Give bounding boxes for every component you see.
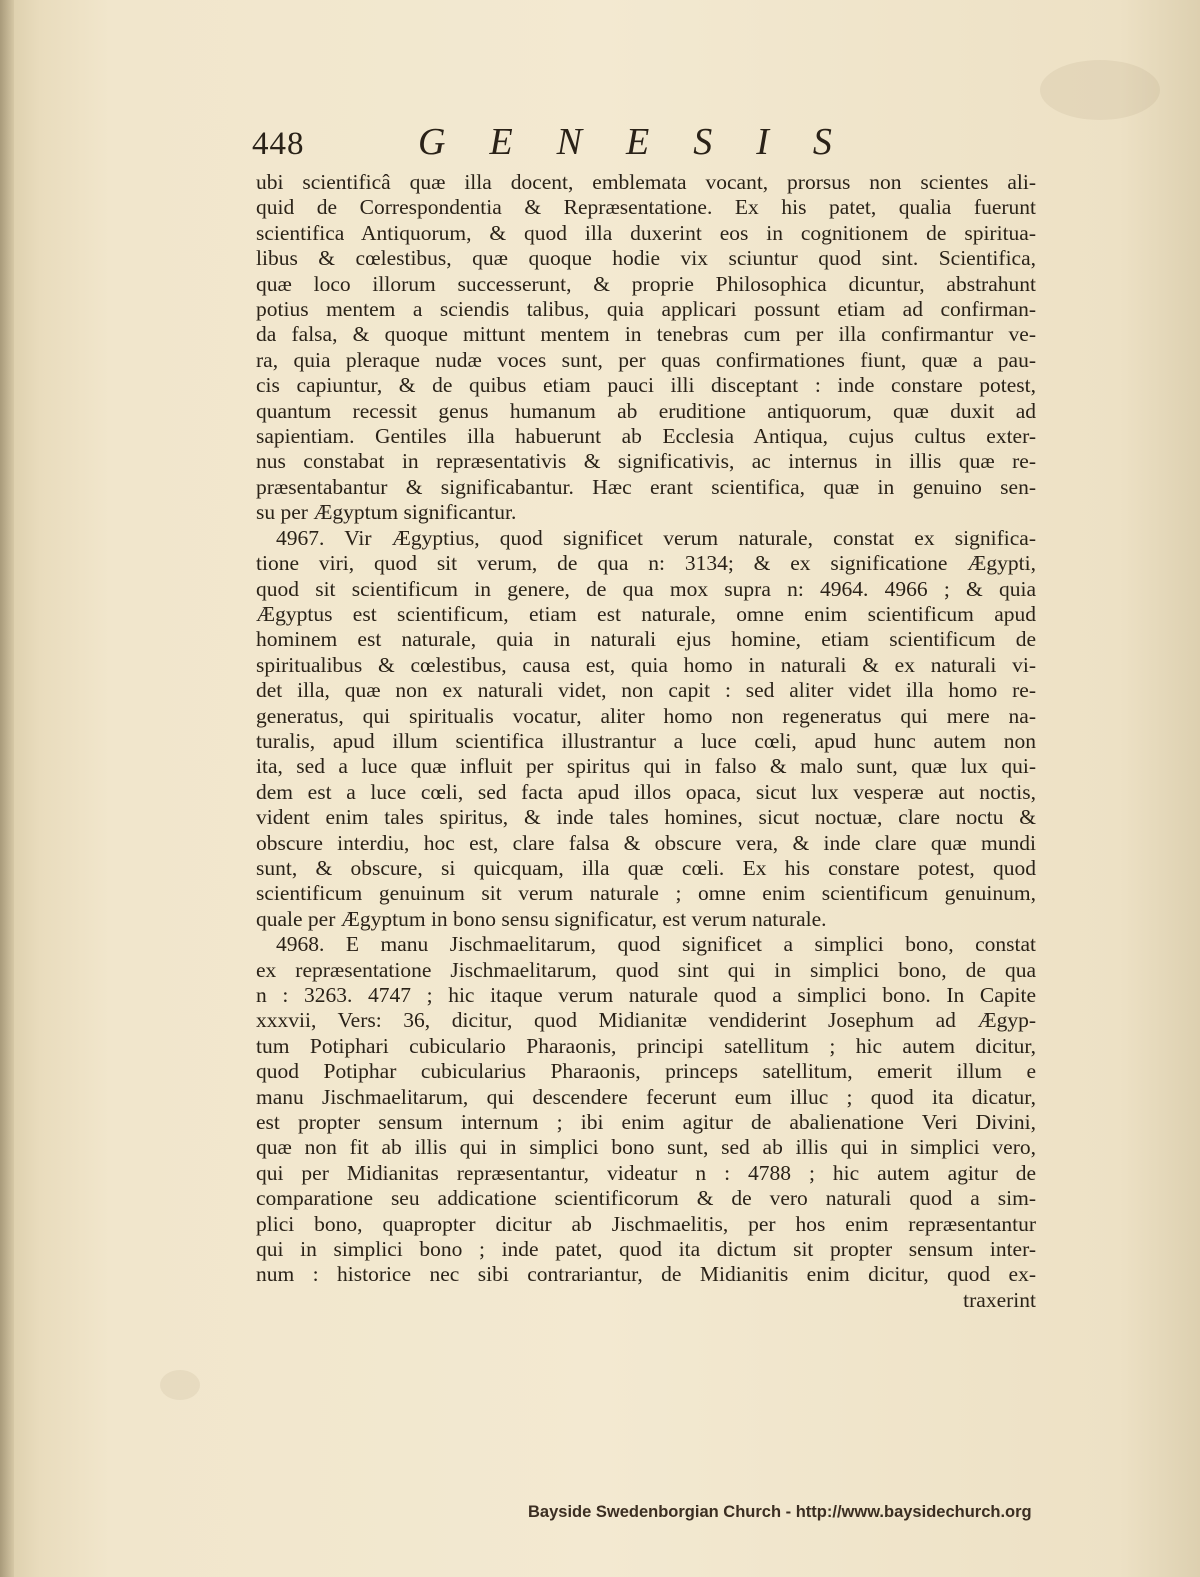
text-line: qui in simplici bono ; inde patet, quod ita dictum sit propter sensum inter- xyxy=(256,1237,1036,1262)
text-line: quod sit scientificum in genere, de qua mox supra n: 4964. 4966 ; & quia xyxy=(256,576,1036,601)
text-line: scientifica Antiquorum, & quod illa duxerint eos in cognitionem de spiritua- xyxy=(256,220,1036,245)
text-line: libus & cœlestibus, quæ quoque hodie vix sciuntur quod sint. Scientifica, xyxy=(256,246,1036,271)
running-title: GENESIS xyxy=(418,121,876,163)
catchword: traxerint xyxy=(963,1287,1036,1312)
text-line: præsentabantur & significabantur. Hæc erant scientifica, quæ in genuino sen- xyxy=(256,474,1036,499)
paper-stain xyxy=(1040,60,1160,120)
text-line: quale per Ægyptum in bono sensu significatur, est verum naturale. xyxy=(256,906,827,931)
text-line: da falsa, & quoque mittunt mentem in tenebras cum per illa confirmantur ve- xyxy=(256,322,1036,347)
text-line: tum Potiphari cubiculario Pharaonis, principi satellitum ; hic autem dicitur, xyxy=(256,1033,1036,1058)
text-line: num : historice nec sibi contrariantur, de Midianitis enim dicitur, quod ex- xyxy=(256,1262,1036,1287)
text-line: comparatione seu addicatione scientificorum & de vero naturali quod a sim- xyxy=(256,1186,1036,1211)
text-line: est propter sensum internum ; ibi enim agitur de abalienatione Veri Divini, xyxy=(256,1110,1036,1135)
paper-stain xyxy=(160,1370,200,1400)
text-line: sapientiam. Gentiles illa habuerunt ab Ecclesia Antiqua, cujus cultus exter- xyxy=(256,424,1036,449)
text-line: quæ non fit ab illis qui in simplici bono sunt, sed ab illis qui in simplici vero, xyxy=(256,1135,1036,1160)
text-line: obscure interdiu, hoc est, clare falsa & obscure vera, & inde clare quæ mundi xyxy=(256,830,1036,855)
text-line: xxxvii, Vers: 36, dicitur, quod Midianitæ vendiderint Josephum ad Ægyp- xyxy=(256,1008,1036,1033)
text-line: quæ loco illorum successerunt, & proprie Philosophica dicuntur, abstrahunt xyxy=(256,271,1036,296)
text-line: quantum recessit genus humanum ab eruditione antiquorum, quæ duxit ad xyxy=(256,398,1036,423)
text-line: vident enim tales spiritus, & inde tales homines, sicut noctuæ, clare noctu & xyxy=(256,805,1036,830)
text-line: nus constabat in repræsentativis & significativis, ac internus in illis quæ re- xyxy=(256,449,1036,474)
text-line: det illa, quæ non ex naturali videt, non capit : sed aliter videt illa homo re- xyxy=(256,678,1036,703)
text-line: sunt, & obscure, si quicquam, illa quæ cœli. Ex his constare potest, quod xyxy=(256,855,1036,880)
page-header xyxy=(252,118,912,168)
text-line: 4967. Vir Ægyptius, quod significet verum naturale, constat ex significa- xyxy=(276,525,1036,550)
text-line: ex repræsentatione Jischmaelitarum, quod sint qui in simplici bono, de qua xyxy=(256,957,1036,982)
text-line: ubi scientificâ quæ illa docent, emblemata vocant, prorsus non scientes ali- xyxy=(256,170,1036,194)
text-line: qui per Midianitas repræsentantur, videatur n : 4788 ; hic autem agitur de xyxy=(256,1160,1036,1185)
text-line: quod Potiphar cubicularius Pharaonis, princeps satellitum, emerit illum e xyxy=(256,1059,1036,1084)
page-number: 448 xyxy=(252,126,305,162)
text-line: generatus, qui spiritualis vocatur, aliter homo non regeneratus qui mere na- xyxy=(256,703,1036,728)
text-line: turalis, apud illum scientifica illustrantur a luce cœli, apud hunc autem non xyxy=(256,728,1036,753)
text-line: n : 3263. 4747 ; hic itaque verum naturale quod a simplici bono. In Capite xyxy=(256,983,1036,1007)
text-line: quid de Correspondentia & Repræsentatione. Ex his patet, qualia fuerunt xyxy=(256,195,1036,220)
text-line: plici bono, quapropter dicitur ab Jischmaelitis, per hos enim repræsentantur xyxy=(256,1211,1036,1236)
footer-credit: Bayside Swedenborgian Church - http://www.baysidechurch.org xyxy=(528,1503,1032,1521)
text-line: ra, quia pleraque nudæ voces sunt, per quas confirmationes fiunt, quæ a pau- xyxy=(256,347,1036,372)
book-spine-shadow xyxy=(0,0,14,1577)
text-line: potius mentem a sciendis talibus, quia applicari possunt etiam ad confirman- xyxy=(256,297,1036,322)
text-line: tione viri, quod sit verum, de qua n: 3134; & ex significatione Ægypti, xyxy=(256,551,1036,576)
text-line: ita, sed a luce quæ influit per spiritus qui in falso & malo sunt, quæ lux qui- xyxy=(256,754,1036,779)
text-line: spiritualibus & cœlestibus, causa est, quia homo in naturali & ex naturali vi- xyxy=(256,652,1036,677)
text-line: cis capiuntur, & de quibus etiam pauci illi disceptant : inde constare potest, xyxy=(256,373,1036,398)
text-line: scientificum genuinum sit verum naturale ; omne enim scientificum genuinum, xyxy=(256,881,1036,906)
body-text xyxy=(256,170,1036,1313)
text-line: su per Ægyptum significantur. xyxy=(256,500,517,525)
text-line: Ægyptus est scientificum, etiam est naturale, omne enim scientificum apud xyxy=(256,601,1036,626)
text-line: dem est a luce cœli, sed facta apud illos opaca, sicut lux vesperæ aut noctis, xyxy=(256,779,1036,804)
text-line: hominem est naturale, quia in naturali ejus homine, etiam scientificum de xyxy=(256,627,1036,652)
text-line: 4968. E manu Jischmaelitarum, quod significet a simplici bono, constat xyxy=(276,932,1036,957)
text-line: manu Jischmaelitarum, qui descendere fecerunt eum illuc ; quod ita dicatur, xyxy=(256,1084,1036,1109)
